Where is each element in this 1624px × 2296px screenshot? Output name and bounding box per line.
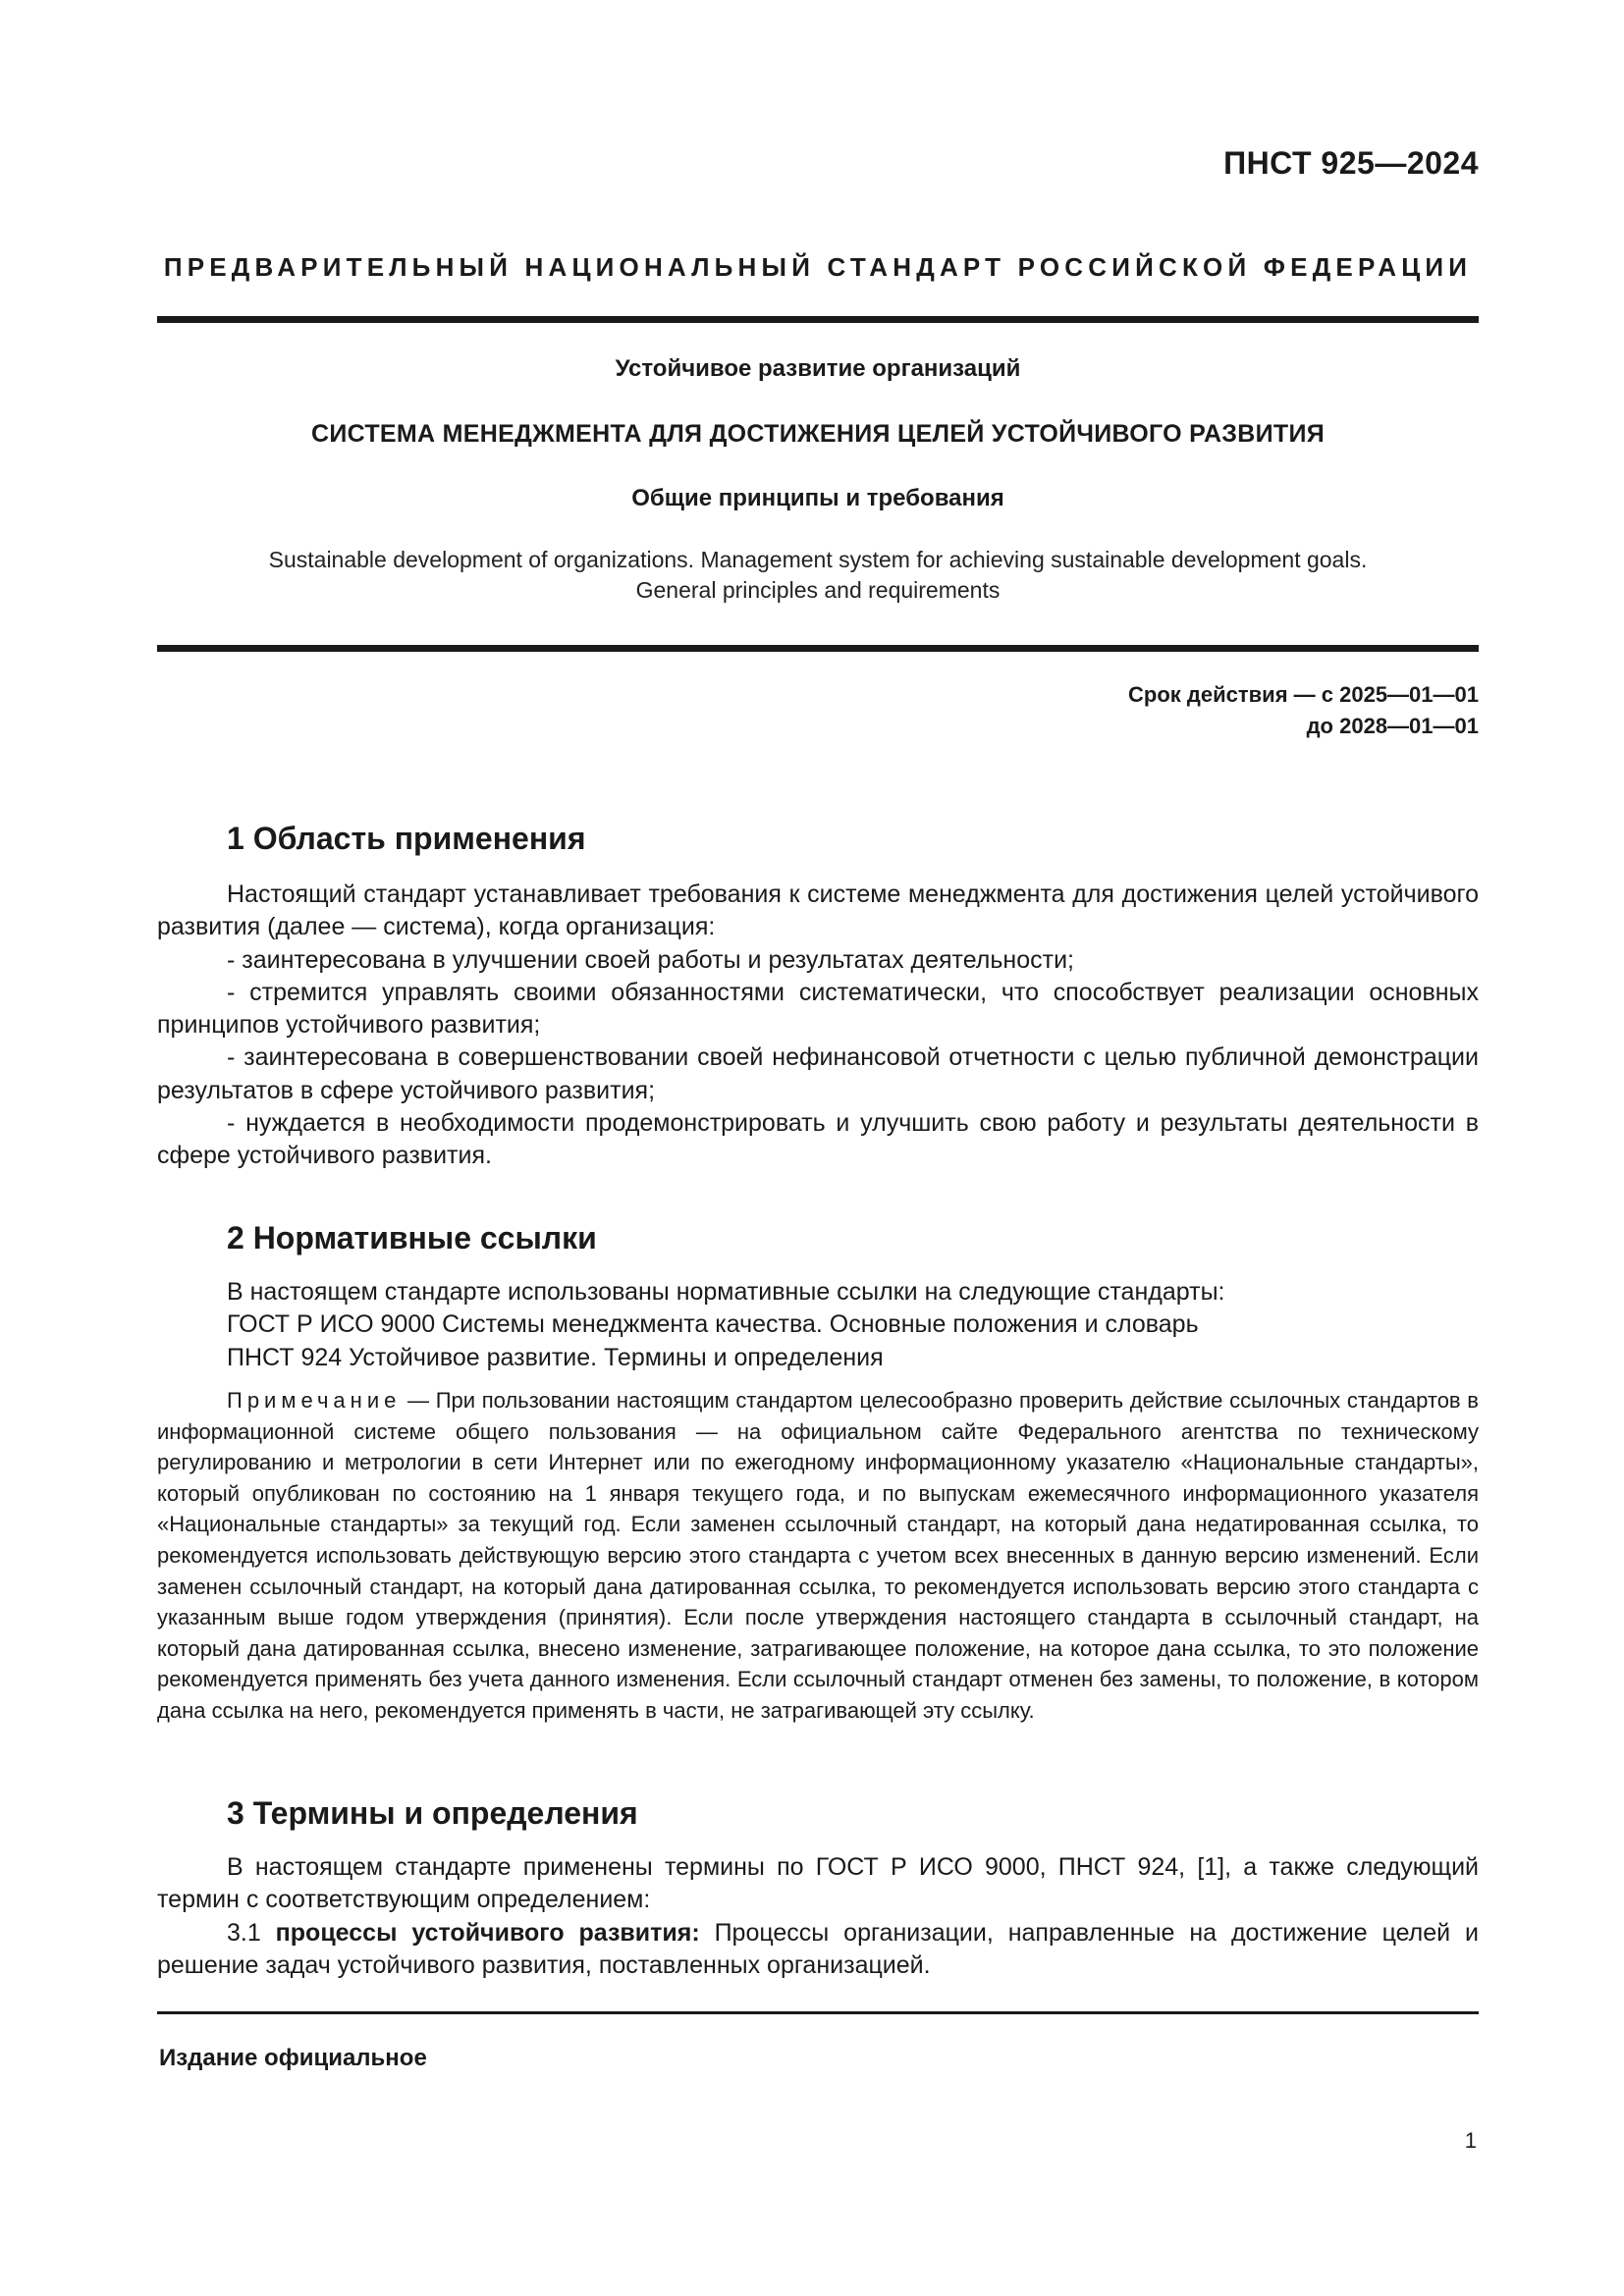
- standard-kind-heading: ПРЕДВАРИТЕЛЬНЫЙ НАЦИОНАЛЬНЫЙ СТАНДАРТ РОССИЙСКОЙ ФЕДЕРАЦИИ: [163, 252, 1473, 282]
- title-main: СИСТЕМА МЕНЕДЖМЕНТА ДЛЯ ДОСТИЖЕНИЯ ЦЕЛЕЙ УСТОЙЧИВОГО РАЗВИТИЯ: [311, 420, 1325, 448]
- note-label: Примечание: [227, 1388, 402, 1413]
- validity-period: [1128, 679, 1479, 742]
- section-3-body: [157, 1851, 1479, 1982]
- section-2-body: [157, 1276, 1479, 1374]
- list-item: - заинтересована в улучшении своей работы и результатах деятельности;: [227, 945, 1074, 974]
- section-1-body: [157, 879, 1479, 1173]
- section-1-intro: Настоящий стандарт устанавливает требования к системе менеджмента для достижения целей устойчивого развития (далее — система), когда организация:: [157, 881, 1479, 941]
- section-2-intro: В настоящем стандарте использованы нормативные ссылки на следующие стандарты:: [227, 1278, 1225, 1306]
- page-number: 1: [1464, 2128, 1477, 2153]
- top-divider: [157, 316, 1479, 323]
- term-number: 3.1: [227, 1918, 276, 1947]
- english-title-line-1: Sustainable development of organizations. Management system for achieving sustainable development goals.: [268, 547, 1368, 572]
- edition-label: Издание официальное: [159, 2045, 427, 2071]
- english-title-line-2: General principles and requirements: [635, 577, 1001, 603]
- term-name: процессы устойчивого развития:: [275, 1918, 700, 1947]
- section-2-heading: 2 Нормативные ссылки: [227, 1220, 597, 1255]
- section-3-heading: 3 Термины и определения: [227, 1795, 638, 1831]
- note-text: — При пользовании настоящим стандартом целесообразно проверить действие ссылочных стандартов в информационной системе общего пользования — на официальном сайте Федерального агентства по техническому регулированию и метрологии в сети Интернет или по ежегодному информационному указателю «Национальные стандарты», который опубликован по состоянию на 1 января текущего года, и по выпускам ежемесячного информационного указателя «Национальные стандарты» за текущий год. Если заменен ссылочный стандарт, на который дана недатированная ссылка, то рекомендуется использовать действующую версию этого стандарта с учетом всех внесенных в данную версию изменений. Если заменен ссылочный стандарт, на который дана датированная ссылка, то рекомендуется использовать версию этого стандарта с указанным выше годом утверждения (принятия). Если после утверждения настоящего стандарта в ссылочный стандарт, на который дана датированная ссылка, внесено изменение, затрагивающее положение, на которое дана ссылка, то это положение рекомендуется применять без учета данного изменения. Если ссылочный стандарт отменен без замены, то положение, в котором дана ссылка на него, рекомендуется применять в части, не затрагивающей эту ссылку.: [157, 1388, 1479, 1723]
- title-subtitle: Общие принципы и требования: [631, 485, 1004, 511]
- validity-to: до 2028—01—01: [1306, 714, 1479, 738]
- section-3-intro: В настоящем стандарте применены термины по ГОСТ Р ИСО 9000, ПНСТ 924, [1], а также следующий термин с соответствующим определением:: [157, 1853, 1479, 1914]
- reference-item: ГОСТ Р ИСО 9000 Системы менеджмента качества. Основные положения и словарь: [227, 1310, 1199, 1339]
- term-definition-text: Процессы организации, направленные на достижение целей и решение задач устойчивого развития, поставленных организацией.: [157, 1918, 1480, 1979]
- term-definition: [157, 1917, 1479, 1983]
- list-item: - стремится управлять своими обязанностями систематически, что способствует реализации основных принципов устойчивого развития;: [157, 978, 1479, 1040]
- reference-item: ПНСТ 924 Устойчивое развитие. Термины и определения: [227, 1343, 884, 1371]
- document-code: ПНСТ 925—2024: [1223, 145, 1479, 181]
- list-item: - заинтересована в совершенствовании своей нефинансовой отчетности с целью публичной демонстрации результатов в сфере устойчивого развития;: [157, 1043, 1479, 1104]
- footer-divider: [157, 2011, 1479, 2014]
- validity-from: Срок действия — с 2025—01—01: [1128, 682, 1479, 707]
- section-1-heading: 1 Область применения: [227, 821, 586, 856]
- list-item: - нуждается в необходимости продемонстрировать и улучшить свою работу и результаты деятельности в сфере устойчивого развития.: [157, 1109, 1479, 1170]
- section-2-note: [157, 1385, 1479, 1727]
- title-divider: [157, 645, 1479, 652]
- title-topic: Устойчивое развитие организаций: [615, 355, 1021, 382]
